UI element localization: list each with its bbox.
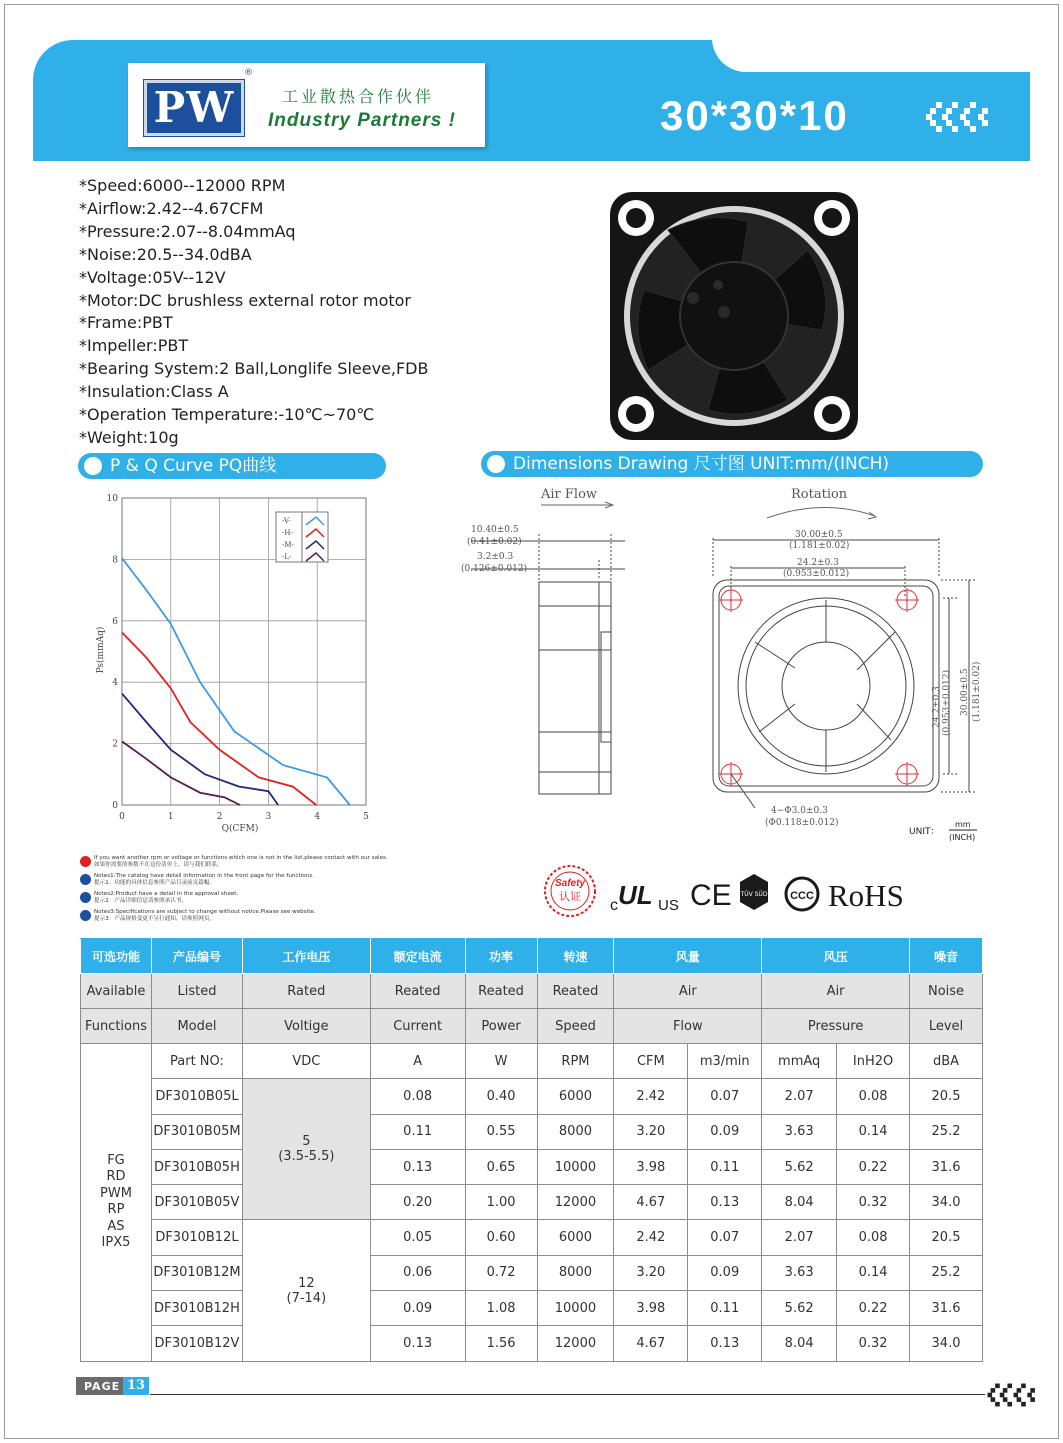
air-flow-label: Air Flow — [541, 487, 598, 502]
safety-cn: 认证 — [559, 890, 581, 903]
function-item: RP — [107, 1202, 125, 1218]
rim-dim: 3.2±0.3 — [477, 552, 514, 562]
table-cell: 0.20 — [370, 1185, 465, 1220]
table-cell: 0.05 — [370, 1220, 465, 1255]
table-cell: 8000 — [537, 1255, 614, 1290]
note-row — [80, 891, 500, 905]
voltage-range: (7-14) — [286, 1290, 327, 1306]
unit-cell: dBA — [910, 1044, 983, 1079]
table-cell: 10000 — [537, 1149, 614, 1184]
subheader-cell: Noise — [910, 974, 983, 1009]
function-item: FG — [107, 1152, 125, 1168]
subheader-cell: Model — [151, 1009, 242, 1044]
subheader-cell: Level — [910, 1009, 983, 1044]
unit-label: UNIT： — [909, 827, 940, 837]
part-number: DF3010B12L — [151, 1220, 242, 1255]
y-tick-label: 4 — [112, 678, 118, 689]
table-row — [81, 1291, 983, 1326]
unit-inch: (INCH) — [949, 833, 976, 842]
header-cell: 噪音 — [910, 939, 983, 974]
table-cell: 0.22 — [837, 1291, 910, 1326]
tuv-mark — [740, 874, 768, 910]
unit-cell: Part NO: — [151, 1044, 242, 1079]
width-dim: 30.00±0.5 — [795, 530, 843, 540]
subheader-cell: Reated — [370, 974, 465, 1009]
voltage-range: (3.5-5.5) — [278, 1149, 335, 1165]
x-tick-label: 5 — [363, 812, 369, 822]
unit-cell: A — [370, 1044, 465, 1079]
voltage-value: 12 — [298, 1275, 315, 1291]
note-cn: 如果你需要的参数不在这份清单上，请与我们联系。 — [94, 862, 223, 868]
header-cell: 功率 — [465, 939, 537, 974]
table-cell: 4.67 — [614, 1326, 688, 1361]
note-cn: 提示3：产品规格变更不另行通知，请参照网页。 — [94, 916, 216, 922]
spec-item: *Pressure:2.07--8.04mmAq — [79, 221, 296, 241]
x-tick-label: 2 — [216, 812, 223, 822]
part-number: DF3010B12M — [151, 1255, 242, 1290]
ccc-mark — [786, 878, 818, 910]
function-item: AS — [107, 1218, 125, 1234]
header-cell: 额定电流 — [370, 939, 465, 974]
table-cell: 0.08 — [837, 1220, 910, 1255]
header-cell: 风压 — [762, 939, 910, 974]
note-en: Notes2:Product have a detail in the approval sheet. — [94, 891, 239, 897]
pq-section-title: P & Q Curve PQ曲线 — [110, 456, 277, 476]
table-cell: 0.09 — [688, 1114, 762, 1149]
spec-item: *Speed:6000--12000 RPM — [79, 176, 286, 195]
table-cell: 8.04 — [762, 1185, 837, 1220]
function-item: PWM — [100, 1185, 132, 1201]
table-cell: 2.07 — [762, 1220, 837, 1255]
note-en: Notes1:The catalog have detail information in the front page for the functions. — [94, 873, 314, 879]
table-cell: 0.72 — [465, 1255, 537, 1290]
header-cell: 工作电压 — [242, 939, 370, 974]
table-cell: 0.11 — [688, 1149, 762, 1184]
fan-bullet-icon — [487, 455, 505, 473]
pq-chart — [90, 490, 380, 840]
table-cell: 0.09 — [688, 1255, 762, 1290]
table-cell: 8.04 — [762, 1326, 837, 1361]
table-cell: 0.07 — [688, 1079, 762, 1114]
table-cell: 0.13 — [688, 1185, 762, 1220]
table-cell: 0.08 — [837, 1079, 910, 1114]
cul-us: US — [658, 897, 679, 914]
unit-cell: VDC — [242, 1044, 370, 1079]
table-cell: 0.13 — [370, 1326, 465, 1361]
table-cell: 2.42 — [614, 1079, 688, 1114]
dim-section-title: Dimensions Drawing 尺寸图 UNIT:mm/(INCH) — [513, 454, 890, 474]
y-tick-label: 2 — [112, 739, 118, 750]
spec-item: *Operation Temperature:-10℃~70℃ — [79, 405, 375, 425]
function-item: IPX5 — [101, 1235, 131, 1251]
note-cn: 提示2：产品详细信息请参照承认书。 — [94, 898, 188, 904]
function-item: RD — [106, 1169, 126, 1185]
v-span-dim-inch: (0.953±0.012) — [942, 669, 952, 736]
ul-mark: UL — [618, 880, 653, 910]
safety-badge — [545, 866, 595, 916]
spec-item: *Motor:DC brushless external rotor motor — [79, 290, 411, 310]
table-row — [81, 1079, 983, 1114]
table-cell: 25.2 — [910, 1255, 983, 1290]
holes-dim: 4−Φ3.0±0.3 — [771, 806, 828, 816]
table-cell: 0.14 — [837, 1255, 910, 1290]
header-cell: 风量 — [614, 939, 762, 974]
voltage-value: 5 — [302, 1134, 311, 1150]
legend-label: -L- — [282, 553, 292, 561]
holes-dim-inch: (Φ0.118±0.012) — [765, 818, 839, 828]
spec-item: *Airflow:2.42--4.67CFM — [79, 198, 264, 218]
note-row — [80, 909, 500, 923]
header-cell: 转速 — [537, 939, 614, 974]
subheader-row — [81, 974, 983, 1009]
table-cell: 0.11 — [370, 1114, 465, 1149]
table-cell: 0.22 — [837, 1149, 910, 1184]
spec-table — [80, 938, 983, 1362]
subheader-row — [81, 1009, 983, 1044]
part-number: DF3010B05M — [151, 1114, 242, 1149]
table-cell: 0.32 — [837, 1326, 910, 1361]
subheader-cell: Listed — [151, 974, 242, 1009]
table-cell: 5.62 — [762, 1149, 837, 1184]
table-cell: 3.98 — [614, 1149, 688, 1184]
header-cell: 可选功能 — [81, 939, 152, 974]
voltage-group-cell — [242, 1079, 370, 1220]
subheader-cell: Air — [614, 974, 762, 1009]
cul-c: c — [610, 897, 618, 914]
thickness-dim-inch: (0.41±0.02) — [467, 537, 522, 547]
v-width-dim: 30.00±0.5 — [960, 668, 970, 716]
rim-dim-inch: (0.126±0.012) — [461, 564, 528, 574]
unit-cell: CFM — [614, 1044, 688, 1079]
table-cell: 5.62 — [762, 1291, 837, 1326]
table-cell: 34.0 — [910, 1185, 983, 1220]
table-cell: 0.60 — [465, 1220, 537, 1255]
safety-en: Safety — [554, 878, 586, 889]
spec-list — [79, 175, 428, 450]
table-cell: 1.00 — [465, 1185, 537, 1220]
fan-photo — [608, 190, 860, 442]
table-cell: 3.20 — [614, 1255, 688, 1290]
footer-rule — [150, 1394, 985, 1395]
header-cell: 产品编号 — [151, 939, 242, 974]
fan-bullet-icon — [80, 874, 91, 885]
unit-cell: RPM — [537, 1044, 614, 1079]
table-cell: 31.6 — [910, 1149, 983, 1184]
y-tick-label: 8 — [112, 555, 118, 566]
table-cell: 3.63 — [762, 1255, 837, 1290]
x-tick-label: 0 — [119, 812, 125, 822]
table-cell: 12000 — [537, 1185, 614, 1220]
dimension-drawing — [455, 482, 995, 852]
subheader-cell: Reated — [465, 974, 537, 1009]
unit-mm: mm — [955, 820, 971, 829]
rohs-mark: RoHS — [828, 878, 904, 913]
table-cell: 1.56 — [465, 1326, 537, 1361]
y-tick-label: 10 — [106, 494, 118, 504]
note-en: If you want another rpm or voltage or functions which one is not in the list,please contact with our sales. — [94, 855, 388, 861]
spec-item: *Frame:PBT — [79, 313, 173, 333]
thickness-dim: 10.40±0.5 — [471, 525, 519, 535]
spec-item: *Noise:20.5--34.0dBA — [79, 244, 252, 264]
x-axis-label: Q(CFM) — [221, 824, 259, 834]
unit-cell: W — [465, 1044, 537, 1079]
table-cell: 20.5 — [910, 1220, 983, 1255]
x-tick-label: 1 — [167, 812, 174, 822]
tagline-cn: 工业散热合作伙伴 — [282, 87, 435, 106]
note-row — [80, 855, 500, 869]
chevrons-icon — [926, 100, 990, 134]
unit-cell: mmAq — [762, 1044, 837, 1079]
hole-span-dim-inch: (0.953±0.012) — [783, 569, 850, 579]
subheader-cell: Power — [465, 1009, 537, 1044]
fan-bullet-icon — [80, 910, 91, 921]
y-tick-label: 6 — [112, 616, 118, 627]
table-cell: 0.11 — [688, 1291, 762, 1326]
functions-cell — [81, 1044, 152, 1362]
page-number: 13 — [123, 1377, 149, 1395]
table-row — [81, 1185, 983, 1220]
table-cell: 0.65 — [465, 1149, 537, 1184]
table-cell: 0.06 — [370, 1255, 465, 1290]
svg-text:TÜV SÜD: TÜV SÜD — [740, 891, 768, 898]
plot-frame — [122, 498, 366, 805]
part-number: DF3010B05H — [151, 1149, 242, 1184]
table-cell: 0.09 — [370, 1291, 465, 1326]
part-number: DF3010B12V — [151, 1326, 242, 1361]
legend-label: -H- — [282, 529, 293, 537]
subheader-cell: Current — [370, 1009, 465, 1044]
pw-logo: PW — [144, 80, 244, 136]
table-cell: 0.40 — [465, 1079, 537, 1114]
table-cell: 0.14 — [837, 1114, 910, 1149]
ce-mark: CE — [690, 879, 732, 912]
table-cell: 0.55 — [465, 1114, 537, 1149]
series-line-0 — [122, 558, 350, 805]
v-width-dim-inch: (1.181±0.02) — [972, 661, 982, 722]
registered-mark: ® — [244, 68, 253, 78]
subheader-cell: Available — [81, 974, 152, 1009]
table-header-row — [81, 939, 983, 974]
subheader-cell: Flow — [614, 1009, 762, 1044]
model-size-title: 30*30*10 — [660, 92, 849, 139]
spec-item: *Bearing System:2 Ball,Longlife Sleeve,FDB — [79, 359, 429, 379]
note-en: Notes3:Specifications are subject to change without notice.Please see website. — [94, 909, 316, 915]
table-cell: 31.6 — [910, 1291, 983, 1326]
table-cell: 2.42 — [614, 1220, 688, 1255]
table-row — [81, 1149, 983, 1184]
table-cell: 3.20 — [614, 1114, 688, 1149]
subheader-cell: Functions — [81, 1009, 152, 1044]
table-cell: 0.08 — [370, 1079, 465, 1114]
subheader-cell: Voltige — [242, 1009, 370, 1044]
table-cell: 3.98 — [614, 1291, 688, 1326]
rotation-label: Rotation — [791, 487, 848, 502]
table-row — [81, 1220, 983, 1255]
subheader-cell: Speed — [537, 1009, 614, 1044]
table-cell: 1.08 — [465, 1291, 537, 1326]
header-notch — [712, 36, 1032, 72]
table-cell: 4.67 — [614, 1185, 688, 1220]
unit-cell: InH2O — [837, 1044, 910, 1079]
width-dim-inch: (1.181±0.02) — [789, 541, 850, 551]
y-axis-label: Ps(mmAq) — [96, 626, 106, 674]
table-cell: 20.5 — [910, 1079, 983, 1114]
notes-block — [80, 855, 500, 927]
subheader-cell: Pressure — [762, 1009, 910, 1044]
table-row — [81, 1326, 983, 1361]
units-row — [81, 1044, 983, 1079]
v-span-dim: 24.2±0.3 — [932, 686, 942, 728]
table-cell: 6000 — [537, 1220, 614, 1255]
table-cell: 6000 — [537, 1079, 614, 1114]
fan-bullet-icon — [84, 457, 102, 475]
spec-item: *Impeller:PBT — [79, 336, 189, 356]
subheader-cell: Reated — [537, 974, 614, 1009]
table-cell: 10000 — [537, 1291, 614, 1326]
y-tick-label: 0 — [112, 801, 118, 811]
unit-cell: m3/min — [688, 1044, 762, 1079]
table-cell: 0.32 — [837, 1185, 910, 1220]
subheader-cell: Rated — [242, 974, 370, 1009]
part-number: DF3010B05L — [151, 1079, 242, 1114]
part-number: DF3010B05V — [151, 1185, 242, 1220]
table-cell: 8000 — [537, 1114, 614, 1149]
tagline-en: Industry Partners ! — [268, 110, 456, 131]
footer-chevrons-icon — [986, 1382, 1038, 1408]
series-line-2 — [122, 694, 278, 805]
table-cell: 12000 — [537, 1326, 614, 1361]
voltage-group-cell — [242, 1220, 370, 1361]
spec-item: *Voltage:05V--12V — [79, 267, 226, 287]
x-tick-label: 3 — [265, 812, 272, 822]
subheader-cell: Air — [762, 974, 910, 1009]
note-row — [80, 873, 500, 887]
table-cell: 25.2 — [910, 1114, 983, 1149]
table-cell: 0.13 — [370, 1149, 465, 1184]
legend-label: -V- — [282, 517, 291, 525]
table-row — [81, 1114, 983, 1149]
note-cn: 提示1：功能的具体信息参照产品目录前页篇幅。 — [94, 880, 216, 886]
pq-section-header — [78, 453, 386, 479]
spec-item: *Insulation:Class A — [79, 382, 229, 402]
page-label: PAGE — [84, 1380, 121, 1393]
table-cell: 3.63 — [762, 1114, 837, 1149]
dim-section-header — [481, 451, 983, 477]
table-cell: 2.07 — [762, 1079, 837, 1114]
table-cell: 34.0 — [910, 1326, 983, 1361]
spec-item: *Weight:10g — [79, 427, 179, 447]
svg-text:CCC: CCC — [790, 890, 814, 902]
table-cell: 0.13 — [688, 1326, 762, 1361]
legend-label: -M- — [282, 541, 294, 549]
fan-bullet-icon — [80, 856, 91, 867]
table-cell: 0.07 — [688, 1220, 762, 1255]
hole-span-dim: 24.2±0.3 — [797, 558, 839, 568]
part-number: DF3010B12H — [151, 1291, 242, 1326]
fan-bullet-icon — [80, 892, 91, 903]
cert-logos — [540, 860, 920, 926]
table-row — [81, 1255, 983, 1290]
x-tick-label: 4 — [314, 812, 321, 822]
